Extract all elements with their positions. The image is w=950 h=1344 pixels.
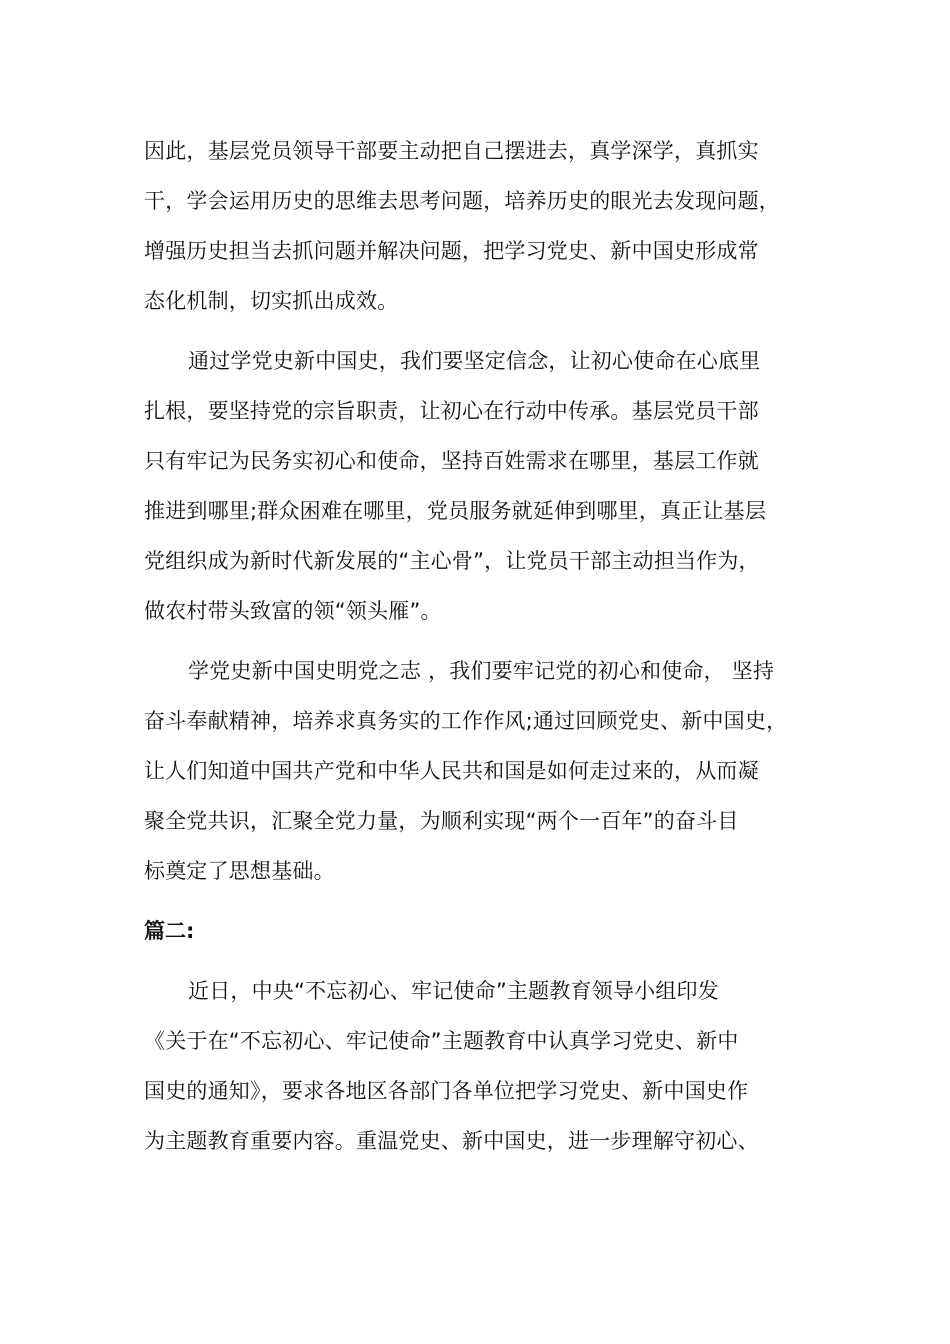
paragraph-gap: [144, 636, 808, 646]
paragraph-line: 聚全党共识，汇聚全党力量，为顺利实现“两个一百年”的奋斗目: [144, 809, 739, 833]
paragraph-line: 干，学会运用历史的思维去思考问题，培养历史的眼光去发现问题，: [144, 189, 780, 213]
section-heading: 篇二:: [144, 919, 195, 943]
paragraph-line: 党组织成为新时代新发展的“主心骨”，让党员干部主动担当作为，: [144, 549, 760, 573]
paragraph-line: 为主题教育重要内容。重温党史、新中国史，进一步理解守初心、: [144, 1129, 759, 1153]
document-body: [144, 126, 808, 1166]
paragraph-line: 因此，基层党员领导干部要主动把自己摆进去，真学深学，真抓实: [144, 139, 759, 163]
paragraph-line: 奋斗奉献精神，培养求真务实的工作作风;通过回顾党史、新中国史，: [144, 709, 788, 733]
paragraph-line: 通过学党史新中国史，我们要坚定信念，让初心使命在心底里: [188, 349, 761, 373]
paragraph-line: 做农村带头致富的领“领头雁”。: [144, 599, 442, 623]
paragraph-line: 《关于在“不忘初心、牢记使命”主题教育中认真学习党史、新中: [144, 1029, 739, 1053]
paragraph-line: 让人们知道中国共产党和中华人民共和国是如何走过来的，从而凝: [144, 759, 759, 783]
paragraph-line: 近日，中央“不忘初心、牢记使命”主题教育领导小组印发: [188, 979, 719, 1003]
paragraph-line: 学党史新中国史明党之志 ，我们要牢记党的初心和使命， 坚持: [188, 659, 775, 683]
paragraph-3: [144, 646, 808, 896]
paragraph-line: 国史的通知》，要求各地区各部门各单位把学习党史、新中国史作: [144, 1079, 749, 1103]
paragraph-line: 增强历史担当去抓问题并解决问题，把学习党史、新中国史形成常: [144, 239, 759, 263]
paragraph-line: 只有牢记为民务实初心和使命，坚持百姓需求在哪里，基层工作就: [144, 449, 759, 473]
paragraph-line: 扎根，要坚持党的宗旨职责，让初心在行动中传承。基层党员干部: [144, 399, 759, 423]
paragraph-gap: [144, 326, 808, 336]
paragraph-2: [144, 336, 808, 636]
paragraph-line: 态化机制，切实抓出成效。: [144, 289, 399, 313]
paragraph-line: 推进到哪里;群众困难在哪里，党员服务就延伸到哪里，真正让基层: [144, 499, 767, 523]
paragraph-gap: [144, 896, 808, 906]
paragraph-line: 标奠定了思想基础。: [144, 859, 335, 883]
paragraph-gap: [144, 956, 808, 966]
paragraph-1: [144, 126, 808, 326]
paragraph-4: [144, 966, 808, 1166]
